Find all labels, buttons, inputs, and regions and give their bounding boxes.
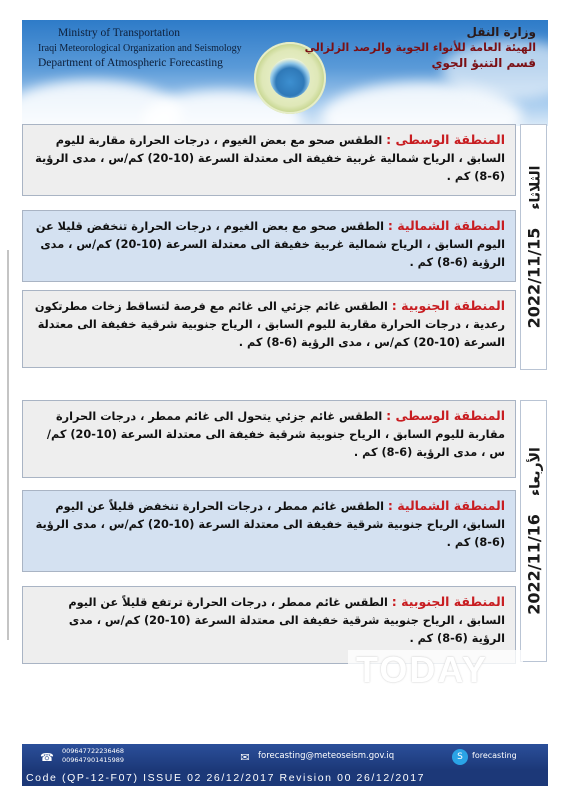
region-title: المنطقة الشمالية : xyxy=(387,218,505,233)
forecast-box xyxy=(22,490,516,572)
region-text: الطقس غائم ممطر ، درجات الحرارة تنخفض قليلاً عن اليوم السابق، الرياح جنوبية شرقية خفيفة الى معتدلة السرعة (10-20) كم/س ، مدى الرؤية (6-8) كم . xyxy=(35,500,505,549)
organization-name-en: Iraqi Meteorological Organization and Seismology xyxy=(38,43,242,54)
region-text: الطقس غائم ممطر ، درجات الحرارة ترتفع قليلاً عن اليوم السابق ، الرياح جنوبية شرقية خفيفة الى معتدلة السرعة (10-20) كم/س ، مدى الرؤية (6-8) كم . xyxy=(68,596,505,645)
phone-number: 009647722236468 xyxy=(62,747,125,755)
day-bar-2 xyxy=(520,400,547,662)
day-bar-1 xyxy=(520,124,547,370)
forecast-box xyxy=(22,400,516,478)
email-address[interactable]: forecasting@meteoseism.gov.iq xyxy=(258,751,395,761)
phone-numbers xyxy=(62,747,124,765)
document-code: Code (QP-12-F07) ISSUE 02 26/12/2017 Revision 00 26/12/2017 xyxy=(22,770,548,786)
forecast-box xyxy=(22,210,516,282)
footer-contact-bar xyxy=(22,744,548,770)
region-title: المنطقة الجنوبية : xyxy=(391,298,505,313)
region-text: الطقس صحو مع بعض الغيوم ، درجات الحرارة مقاربة لليوم السابق ، الرياح شمالية غربية خفيفة الى معتدلة السرعة (10-20) كم/س ، مدى الرؤية (6-8) كم . xyxy=(35,134,505,183)
region-title: المنطقة الوسطى : xyxy=(386,132,505,147)
email-icon: ✉ xyxy=(240,750,250,764)
left-rule xyxy=(7,250,9,640)
phone-icon: ☎ xyxy=(40,750,54,764)
day-name: الثلاثاء xyxy=(527,165,543,210)
day-date: 2022/11/15 xyxy=(524,227,543,329)
forecast-box xyxy=(22,124,516,196)
ministry-name-en: Ministry of Transportation xyxy=(58,27,181,39)
today-watermark: TODAY xyxy=(348,650,523,690)
phone-number: 009647901415989 xyxy=(62,756,125,764)
region-title: المنطقة الشمالية : xyxy=(387,498,505,513)
day-date: 2022/11/16 xyxy=(524,514,543,615)
footer xyxy=(22,744,548,788)
skype-handle[interactable]: forecasting xyxy=(472,751,517,760)
forecast-box xyxy=(22,290,516,368)
organization-name-ar: الهيئة العامة للأنواء الجوية والرصد الزلزالي xyxy=(304,41,536,54)
skype-icon: S xyxy=(452,749,468,765)
region-text: الطقس غائم جزئي يتحول الى غائم ممطر ، درجات الحرارة مقاربة لليوم السابق ، الرياح جنوبية شرقية خفيفة الى معتدلة السرعة (10-20) كم/س ، مدى الرؤية (6-8) كم . xyxy=(46,410,505,459)
region-text: الطقس غائم جزئي الى غائم مع فرصة لتساقط زخات مطرتكون رعدية ، درجات الحرارة مقاربة لليوم السابق ، الرياح جنوبية شرقية خفيفة الى معتدلة السرعة (10-20) كم/س ، مدى الرؤية (6-8) كم . xyxy=(34,300,505,349)
day-name: الأربعاء xyxy=(527,447,543,497)
header-english xyxy=(38,26,242,71)
ministry-name-ar: وزارة النقل xyxy=(466,25,536,39)
region-text: الطقس صحو مع بعض الغيوم ، درجات الحرارة تنخفض قليلا عن اليوم السابق ، الرياح شمالية غربية خفيفة الى معتدلة السرعة (10-20) كم/س ، مدى الرؤية (6-8) كم . xyxy=(35,220,505,269)
header-banner xyxy=(22,20,548,126)
region-title: المنطقة الوسطى : xyxy=(386,408,505,423)
department-name-ar: قسم التنبؤ الجوي xyxy=(431,56,536,70)
header-arabic xyxy=(305,24,536,71)
department-name-en: Department of Atmospheric Forecasting xyxy=(38,57,223,69)
region-title: المنطقة الجنوبية : xyxy=(391,594,505,609)
